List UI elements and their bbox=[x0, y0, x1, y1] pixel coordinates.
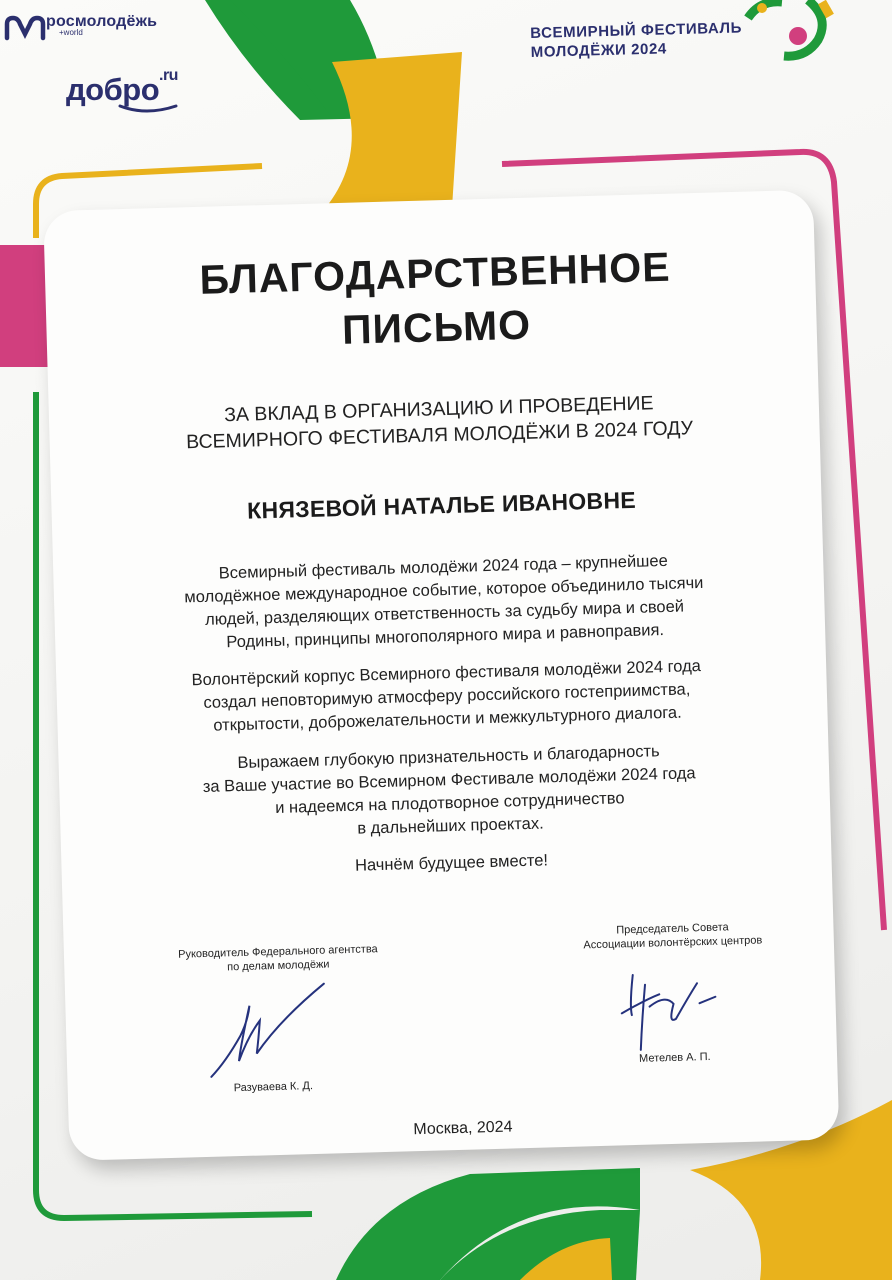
right-signature-icon bbox=[614, 962, 737, 1065]
paragraph-2-line: Волонтёрский корпус Всемирного фестиваля молодёжи 2024 года bbox=[191, 657, 702, 690]
letter-card bbox=[26, 159, 875, 1172]
paragraph-2-line: создал неповторимую атмосферу российского гостеприимства, bbox=[203, 680, 691, 712]
left-position-line1: Руководитель Федерального агентства bbox=[178, 943, 378, 961]
right-signatory-name: Метелев А. П. bbox=[638, 1050, 711, 1065]
paragraph-1 bbox=[133, 548, 755, 657]
document-title-line1: БЛАГОДАРСТВЕННОЕ bbox=[198, 243, 672, 303]
festival-title bbox=[530, 18, 776, 62]
paragraph-3-line: Выражаем глубокую признательность и благодарность bbox=[237, 742, 660, 772]
dobro-ru: .ru bbox=[159, 67, 178, 84]
recipient-name: КНЯЗЕВОЙ НАТАЛЬЕ ИВАНОВНЕ bbox=[246, 486, 637, 524]
document-title bbox=[124, 238, 747, 363]
left-signatory-name: Разуваева К. Д. bbox=[233, 1080, 314, 1095]
rosmolodezh-name: росмолодёжь bbox=[46, 13, 158, 30]
paragraph-3 bbox=[138, 737, 760, 846]
document-title-line2: ПИСЬМО bbox=[341, 301, 532, 353]
document-subtitle-line2: ВСЕМИРНОГО ФЕСТИВАЛЯ МОЛОДЁЖИ В 2024 ГОДУ bbox=[185, 417, 694, 454]
paragraph-3-line: за Ваше участие во Всемирном Фестивале молодёжи 2024 года bbox=[202, 764, 696, 796]
paragraph-1-line: Родины, принципы многополярного мира и равноправия. bbox=[226, 621, 665, 652]
right-position-line1: Председатель Совета bbox=[616, 921, 729, 937]
dobro-smile-icon bbox=[116, 104, 196, 114]
document-subtitle-line1: ЗА ВКЛАД В ОРГАНИЗАЦИЮ И ПРОВЕДЕНИЕ bbox=[223, 392, 654, 427]
paragraph-1-line: молодёжное международное событие, которое объединило тысячи bbox=[184, 573, 704, 607]
rosmolodezh-sub: +world bbox=[59, 28, 83, 37]
city-year: Москва, 2024 bbox=[413, 1118, 513, 1139]
left-position-line2: по делам молодёжи bbox=[227, 958, 330, 974]
closing-line: Начнём будущее вместе! bbox=[354, 851, 549, 875]
dobro-logo bbox=[66, 67, 178, 108]
paragraph-1-line: людей, разделяющих ответственность за судьбу мира и своей bbox=[204, 597, 685, 629]
right-position-line2: Ассоциации волонтёрских центров bbox=[583, 934, 763, 952]
festival-title-line1: ВСЕМИРНЫЙ ФЕСТИВАЛЬ bbox=[530, 19, 743, 42]
left-signature-icon bbox=[198, 963, 341, 1087]
dobro-name: добро bbox=[66, 72, 160, 107]
rosmolodezh-logo bbox=[4, 14, 157, 42]
rosmolodezh-m-icon bbox=[4, 14, 46, 42]
paragraph-3-line: в дальнейших проектах. bbox=[357, 814, 544, 838]
festival-title-line2: МОЛОДЁЖИ 2024 bbox=[530, 40, 668, 61]
paragraph-2-line: открытости, доброжелательности и межкультурного диалога. bbox=[213, 703, 682, 735]
paragraph-1-line: Всемирный фестиваль молодёжи 2024 года – крупнейшее bbox=[218, 551, 668, 583]
paragraph-3-line: и надеемся на плодотворное сотрудничество bbox=[274, 789, 625, 817]
